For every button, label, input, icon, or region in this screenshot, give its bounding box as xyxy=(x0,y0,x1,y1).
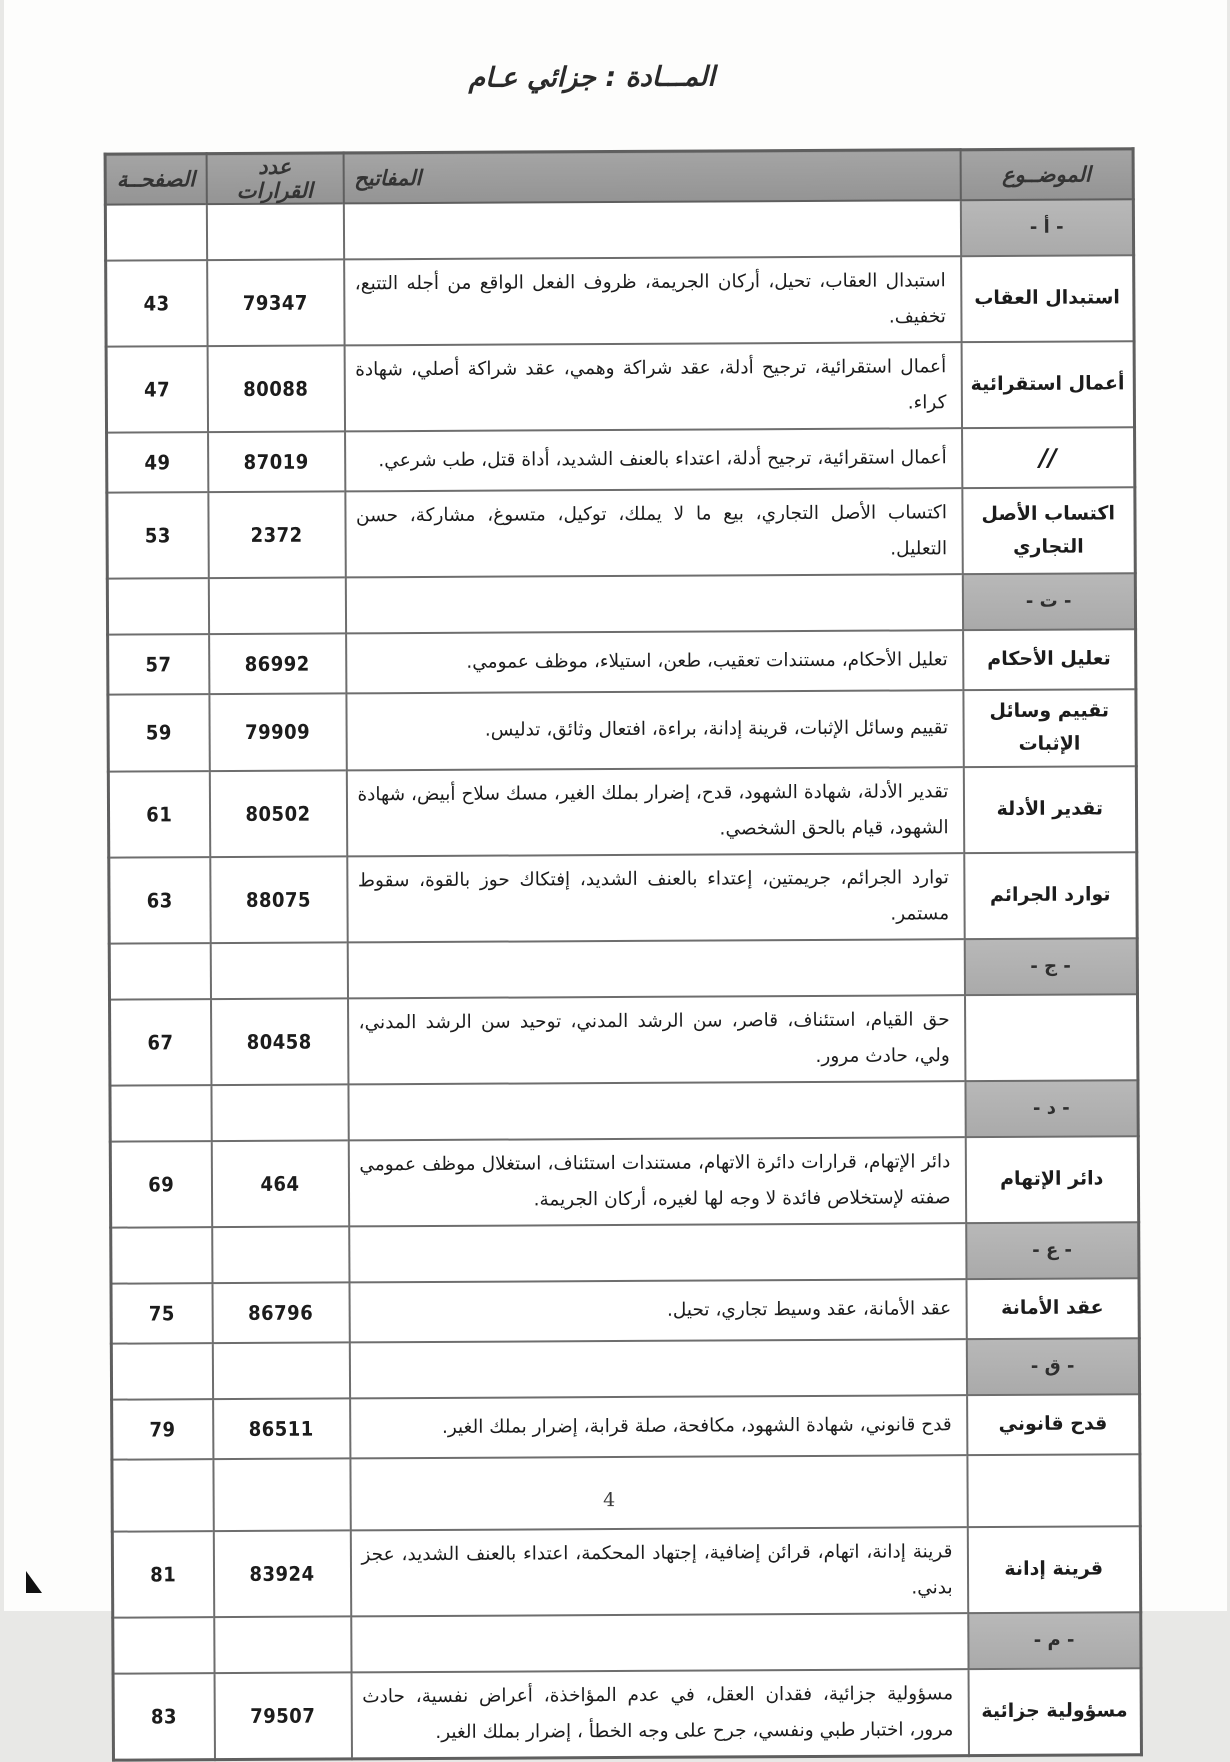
header-decisions-column: عدد القرارات xyxy=(206,153,343,204)
subject-cell: مسؤولية جزائية xyxy=(968,1668,1141,1755)
page-ref-cell: 63 xyxy=(108,857,209,944)
decision-number-cell xyxy=(211,1226,348,1283)
page-ref-cell: 79 xyxy=(111,1399,212,1460)
page-ref-cell: 59 xyxy=(107,694,208,771)
decision-number-cell: 2372 xyxy=(207,491,344,578)
page-number: 4 xyxy=(602,1489,615,1512)
header-keys-column: المفاتيح xyxy=(343,150,960,204)
keywords-cell: تعليل الأحكام، مستندات تعقيب، طعن، استيلاء، موظف عمومي. xyxy=(345,630,962,693)
keywords-cell: دائر الإتهام، قرارات دائرة الاتهام، مستندات استئناف، استغلال موظف عمومي صفته لإستخلاص فائدة لا وجه لها لغيره، أركان الجريمة. xyxy=(348,1137,965,1226)
page-ref-cell xyxy=(112,1617,213,1674)
decision-number-cell: 80502 xyxy=(209,770,346,857)
subject-cell: - م - xyxy=(967,1612,1140,1669)
page-ref-cell: 83 xyxy=(113,1673,214,1760)
table-row xyxy=(110,1278,1138,1343)
keywords-cell xyxy=(347,1081,964,1140)
decision-number-cell: 464 xyxy=(211,1140,348,1227)
keywords-cell: اكتساب الأصل التجاري، بيع ما لا يملك، توكيل، متسوغ، مشاركة، حسن التعليل. xyxy=(344,488,961,577)
table-row xyxy=(106,427,1134,492)
decision-number-cell: 80088 xyxy=(207,345,344,432)
keywords-cell xyxy=(349,1339,966,1398)
page-ref-cell: 49 xyxy=(106,432,207,493)
table-row xyxy=(110,1136,1138,1227)
decision-number-cell: 83924 xyxy=(213,1530,350,1617)
decision-number-cell: 87019 xyxy=(207,431,344,492)
decision-number-cell: 86992 xyxy=(208,633,345,694)
keywords-cell xyxy=(348,1223,965,1282)
decision-number-cell: 86511 xyxy=(212,1398,349,1459)
decision-number-cell xyxy=(208,577,345,634)
scan-corner-artifact xyxy=(26,1571,42,1593)
decision-number-cell xyxy=(213,1616,350,1673)
subject-cell: تقدير الأدلة xyxy=(963,766,1136,853)
keywords-cell xyxy=(345,574,962,633)
keywords-cell xyxy=(347,939,964,998)
subject-cell: أعمال استقرائية xyxy=(961,341,1134,428)
letter-divider-row xyxy=(110,1222,1138,1283)
subject-cell: - ع - xyxy=(965,1222,1138,1279)
decision-number-cell: 88075 xyxy=(209,856,346,943)
keywords-cell: توارد الجرائم، جريمتين، إعتداء بالعنف الشديد، إفتكاك حوز بالقوة، سقوط مستمر. xyxy=(346,853,963,942)
subject-cell: // xyxy=(961,427,1134,488)
header-subject-column: الموضــوع xyxy=(960,149,1133,200)
subject-cell: - د - xyxy=(964,1080,1137,1137)
page-ref-cell xyxy=(105,204,206,261)
letter-divider-row xyxy=(112,1612,1140,1673)
subject-cell: قدح قانوني xyxy=(966,1394,1139,1455)
page-ref-cell xyxy=(109,943,210,1000)
keywords-cell: استبدال العقاب، تحيل، أركان الجريمة، ظروف الفعل الواقع من أجله التتبع، تخفيف. xyxy=(343,256,960,345)
table-row xyxy=(108,852,1136,943)
subject-cell: استبدال العقاب xyxy=(960,255,1133,342)
letter-divider-row xyxy=(109,938,1137,999)
page-ref-cell xyxy=(107,578,208,635)
page-ref-cell: 47 xyxy=(106,346,207,433)
table-header-row xyxy=(105,149,1133,205)
keywords-cell: مسؤولية جزائية، فقدان العقل، في عدم المؤاخذة، أعراض نفسية، حادث مرور، اختبار طبي ونفسي، جرح على وجه الخطأ ، إضرار بملك الغير. xyxy=(351,1669,968,1759)
index-table xyxy=(103,147,1142,1761)
keywords-cell: تقييم وسائل الإثبات، قرينة إدانة، براءة، افتعال وثائق، تدليس. xyxy=(345,690,962,770)
subject-cell: - ت - xyxy=(962,573,1135,630)
letter-divider-row xyxy=(111,1338,1139,1399)
subject-cell: اكتساب الأصل التجاري xyxy=(961,487,1134,574)
page-ref-cell: 43 xyxy=(105,260,206,347)
subject-cell: تعليل الأحكام xyxy=(962,629,1135,690)
page-ref-cell: 69 xyxy=(110,1141,211,1228)
subject-cell: توارد الجرائم xyxy=(963,852,1136,939)
decision-number-cell xyxy=(210,1084,347,1141)
keywords-cell: أعمال استقرائية، ترجيح أدلة، اعتداء بالعنف الشديد، أداة قتل، طب شرعي. xyxy=(344,428,961,491)
page-ref-cell xyxy=(110,1227,211,1284)
table-row xyxy=(111,1394,1139,1459)
subject-cell: - أ - xyxy=(960,199,1133,256)
page-ref-cell: 53 xyxy=(106,492,207,579)
scanned-document-page xyxy=(4,0,1227,1743)
keywords-cell: قرينة إدانة، اتهام، قرائن إضافية، إجتهاد المحكمة، اعتداء بالعنف الشديد، عجز بدني. xyxy=(350,1527,967,1616)
table-row xyxy=(113,1668,1141,1760)
keywords-cell: قدح قانوني، شهادة الشهود، مكافحة، صلة قرابة، إضرار بملك الغير. xyxy=(349,1395,966,1458)
decision-number-cell: 79507 xyxy=(214,1672,351,1759)
table-row xyxy=(107,629,1135,694)
table-row xyxy=(106,487,1134,578)
page-ref-cell: 67 xyxy=(109,999,210,1086)
decision-number-cell: 79909 xyxy=(208,693,345,770)
table-row xyxy=(112,1526,1140,1617)
keywords-cell xyxy=(350,1613,967,1672)
decision-number-cell xyxy=(210,942,347,999)
table-row xyxy=(105,255,1133,346)
page-ref-cell: 61 xyxy=(108,771,209,858)
subject-cell: تقييم وسائل الإثبات xyxy=(962,689,1135,766)
index-table-body xyxy=(105,199,1141,1759)
subject-cell xyxy=(964,994,1137,1081)
decision-number-cell: 86796 xyxy=(211,1282,348,1343)
page-ref-cell: 75 xyxy=(110,1283,211,1344)
decision-number-cell xyxy=(206,203,343,260)
page-ref-cell: 57 xyxy=(107,634,208,695)
table-row xyxy=(108,766,1136,857)
keywords-cell: تقدير الأدلة، شهادة الشهود، قدح، إضرار بملك الغير، مسك سلاح أبيض، شهادة الشهود، قيام بالحق الشخصي. xyxy=(346,767,963,856)
letter-divider-row xyxy=(109,1080,1137,1141)
page-ref-cell: 81 xyxy=(112,1531,213,1618)
subject-cell: قرينة إدانة xyxy=(967,1526,1140,1613)
decision-number-cell: 80458 xyxy=(210,998,347,1085)
page-ref-cell xyxy=(109,1085,210,1142)
table-row xyxy=(107,689,1135,771)
decision-number-cell xyxy=(212,1342,349,1399)
subject-cell: عقد الأمانة xyxy=(965,1278,1138,1339)
header-page-column: الصفحــة xyxy=(105,154,206,205)
keywords-cell: عقد الأمانة، عقد وسيط تجاري، تحيل. xyxy=(348,1279,965,1342)
table-row xyxy=(106,341,1134,432)
keywords-cell xyxy=(343,200,960,259)
keywords-cell: حق القيام، استئناف، قاصر، سن الرشد المدني، توحيد سن الرشد المدني، ولي، حادث مرور. xyxy=(347,995,964,1084)
decision-number-cell: 79347 xyxy=(206,259,343,346)
letter-divider-row xyxy=(105,199,1133,260)
subject-cell: دائر الإتهام xyxy=(965,1136,1138,1223)
page-title: المـــادة : جزائي عـام xyxy=(467,61,715,94)
keywords-cell: أعمال استقرائية، ترجيح أدلة، عقد شراكة وهمي، عقد شراكة أصلي، شهادة كراء. xyxy=(344,342,961,431)
letter-divider-row xyxy=(107,573,1135,634)
subject-cell: - ج - xyxy=(964,938,1137,995)
subject-cell: - ق - xyxy=(966,1338,1139,1395)
page-ref-cell xyxy=(111,1343,212,1400)
table-row xyxy=(109,994,1137,1085)
